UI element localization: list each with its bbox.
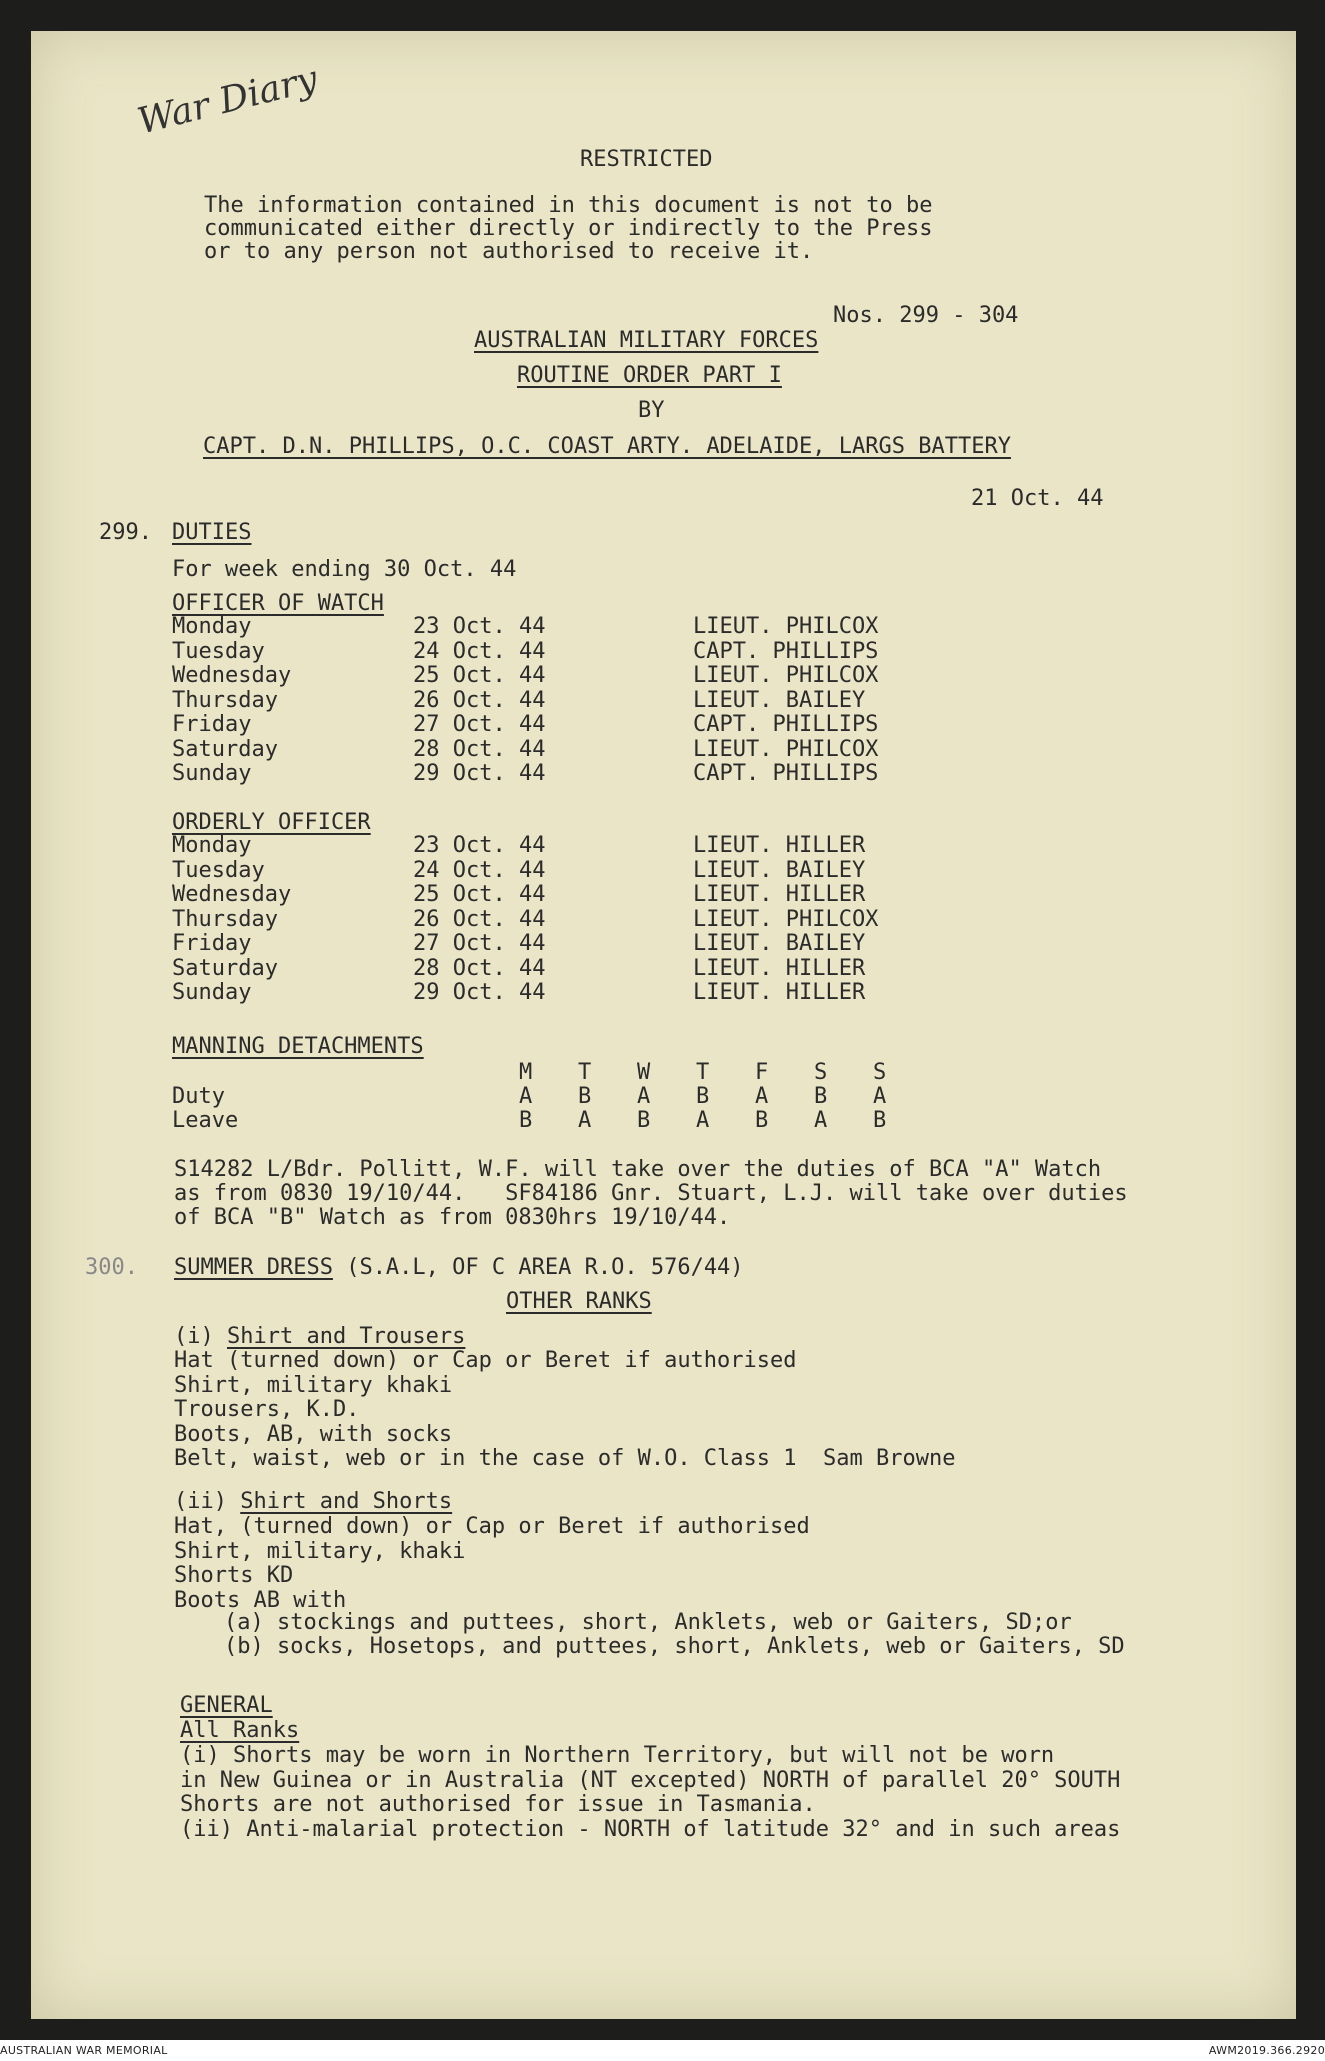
manning-row-label: Leave	[172, 1108, 239, 1133]
orderly-officer-heading: ORDERLY OFFICER	[172, 810, 371, 835]
watch-row-officer: LIEUT. BAILEY	[693, 687, 866, 713]
manning-cell: B	[755, 1108, 769, 1133]
general-line: (ii) Anti-malarial protection - NORTH of latitude 32° and in such areas	[180, 1816, 1121, 1842]
duty-notice-line-2: as from 0830 19/10/44. SF84186 Gnr. Stuart, L.J. will take over duties	[174, 1181, 1128, 1206]
part-ii-title: Shirt and Shorts	[240, 1489, 453, 1514]
notice-line-1: The information contained in this document is not to be	[204, 193, 933, 218]
part-ii-option: (b) socks, Hosetops, and puttees, short, Anklets, web or Gaiters, SD	[224, 1634, 1125, 1659]
orderly-row-officer: LIEUT. HILLER	[693, 882, 866, 907]
orderly-row-day: Wednesday	[172, 882, 292, 907]
watch-row-date: 24 Oct. 44	[413, 638, 546, 664]
watch-row-date: 25 Oct. 44	[413, 663, 546, 688]
part-ii-prefix: (ii)	[174, 1489, 241, 1514]
part-ii-option: (a) stockings and puttees, short, Anklets, web or Gaiters, SD;or	[224, 1610, 1072, 1635]
week-ending: For week ending 30 Oct. 44	[172, 557, 517, 582]
part-ii-line: Boots AB with	[174, 1587, 347, 1613]
manning-cell: A	[814, 1108, 828, 1133]
watch-row-day: Tuesday	[172, 638, 265, 664]
orderly-row-date: 25 Oct. 44	[413, 882, 546, 907]
manning-heading: MANNING DETACHMENTS	[172, 1034, 424, 1059]
manning-cell: B	[814, 1084, 828, 1109]
manning-cell: A	[696, 1108, 710, 1133]
orderly-row-officer: LIEUT. HILLER	[693, 833, 866, 858]
manning-day-header: S	[814, 1060, 828, 1085]
duty-notice-line-3: of BCA "B" Watch as from 0830hrs 19/10/44.	[174, 1205, 731, 1230]
section-number-299: 299.	[99, 520, 152, 545]
watch-row-date: 26 Oct. 44	[413, 687, 546, 713]
section-heading-duties: DUTIES	[172, 520, 252, 545]
watch-row-officer: LIEUT. PHILCOX	[693, 663, 879, 688]
manning-day-header: S	[873, 1060, 887, 1085]
watch-row-day: Saturday	[172, 736, 278, 762]
manning-cell: A	[637, 1084, 651, 1109]
manning-cell: B	[696, 1084, 710, 1109]
orderly-row-day: Monday	[172, 833, 252, 858]
orderly-row-officer: LIEUT. BAILEY	[693, 857, 866, 883]
manning-cell: A	[873, 1084, 887, 1109]
orderly-row-day: Thursday	[172, 906, 278, 932]
orderly-row-day: Saturday	[172, 955, 278, 981]
classification-label: RESTRICTED	[580, 147, 713, 172]
general-line: in New Guinea or in Australia (NT excepted) NORTH of parallel 20° SOUTH	[180, 1767, 1121, 1793]
notice-line-3: or to any person not authorised to receive it.	[204, 239, 814, 264]
manning-cell: A	[519, 1084, 533, 1109]
manning-day-header: F	[755, 1060, 769, 1085]
manning-day-header: T	[578, 1060, 592, 1085]
manning-row-label: Duty	[172, 1084, 225, 1109]
watch-row-date: 27 Oct. 44	[413, 712, 546, 737]
part-i-line: Hat (turned down) or Cap or Beret if authorised	[174, 1348, 797, 1373]
orderly-row-officer: LIEUT. BAILEY	[693, 931, 866, 956]
watch-row-day: Thursday	[172, 687, 278, 713]
title-routine-order: ROUTINE ORDER PART I	[517, 363, 782, 388]
watch-row-officer: CAPT. PHILLIPS	[693, 638, 879, 664]
orderly-row-day: Tuesday	[172, 857, 265, 883]
watch-row-date: 29 Oct. 44	[413, 761, 546, 786]
part-i-heading	[174, 1325, 465, 1349]
watch-row-officer: CAPT. PHILLIPS	[693, 761, 879, 786]
summer-dress-reference: (S.A.L, OF C AREA R.O. 576/44)	[332, 1255, 744, 1280]
watch-row-date: 28 Oct. 44	[413, 736, 546, 762]
orderly-row-officer: LIEUT. PHILCOX	[693, 906, 879, 932]
orderly-row-officer: LIEUT. HILLER	[693, 955, 866, 981]
all-ranks-heading: All Ranks	[180, 1718, 300, 1743]
manning-cell: B	[519, 1108, 533, 1133]
orderly-row-date: 23 Oct. 44	[413, 833, 546, 858]
part-ii-heading	[174, 1490, 452, 1514]
part-ii-line: Hat, (turned down) or Cap or Beret if authorised	[174, 1514, 810, 1539]
orderly-row-date: 28 Oct. 44	[413, 955, 546, 981]
manning-cell: A	[578, 1108, 592, 1133]
general-line: (i) Shorts may be worn in Northern Territory, but will not be worn	[180, 1743, 1055, 1768]
part-i-prefix: (i)	[174, 1324, 227, 1349]
manning-day-header: W	[637, 1060, 651, 1085]
order-date: 21 Oct. 44	[971, 486, 1104, 511]
watch-row-officer: LIEUT. PHILCOX	[693, 736, 879, 762]
footer-institution: AUSTRALIAN WAR MEMORIAL	[0, 2044, 168, 2057]
footer-reference: AWM2019.366.2920	[1208, 2044, 1325, 2057]
manning-day-header: T	[696, 1060, 710, 1085]
watch-row-officer: LIEUT. PHILCOX	[693, 614, 879, 639]
part-i-line: Belt, waist, web or in the case of W.O. Class 1 Sam Browne	[174, 1446, 956, 1471]
part-i-line: Shirt, military khaki	[174, 1372, 453, 1398]
watch-row-date: 23 Oct. 44	[413, 614, 546, 639]
watch-row-day: Monday	[172, 614, 252, 639]
manning-cell: B	[873, 1108, 887, 1133]
orderly-row-day: Friday	[172, 931, 252, 956]
general-line: Shorts are not authorised for issue in Tasmania.	[180, 1792, 816, 1817]
orderly-row-officer: LIEUT. HILLER	[693, 980, 866, 1005]
notice-line-2: communicated either directly or indirectly to the Press	[204, 216, 933, 241]
officer-of-watch-heading: OFFICER OF WATCH	[172, 591, 384, 616]
watch-row-officer: CAPT. PHILLIPS	[693, 712, 879, 737]
part-i-line: Trousers, K.D.	[174, 1397, 360, 1422]
section-heading-summer-dress: SUMMER DRESS	[174, 1255, 333, 1280]
title-by: BY	[638, 398, 665, 423]
orderly-row-date: 27 Oct. 44	[413, 931, 546, 956]
orderly-row-date: 24 Oct. 44	[413, 857, 546, 883]
watch-row-day: Friday	[172, 712, 252, 737]
general-heading: GENERAL	[180, 1693, 273, 1718]
watch-row-day: Wednesday	[172, 663, 292, 688]
watch-row-day: Sunday	[172, 761, 252, 786]
order-numbers: Nos. 299 - 304	[833, 303, 1019, 328]
orderly-row-date: 29 Oct. 44	[413, 980, 546, 1005]
manning-cell: B	[578, 1084, 592, 1109]
summer-dress-line	[174, 1256, 744, 1280]
manning-cell: A	[755, 1084, 769, 1109]
document-page	[31, 31, 1296, 2019]
handwritten-annotation: War Diary	[133, 58, 322, 143]
part-ii-line: Shirt, military, khaki	[174, 1538, 466, 1564]
other-ranks-heading: OTHER RANKS	[506, 1289, 652, 1314]
part-i-line: Boots, AB, with socks	[174, 1421, 453, 1447]
title-forces: AUSTRALIAN MILITARY FORCES	[474, 328, 819, 353]
manning-cell: B	[637, 1108, 651, 1133]
part-i-title: Shirt and Trousers	[226, 1324, 466, 1349]
orderly-row-date: 26 Oct. 44	[413, 906, 546, 932]
part-ii-line: Shorts KD	[174, 1563, 294, 1588]
section-number-300: 300.	[85, 1255, 138, 1280]
issuer-line: CAPT. D.N. PHILLIPS, O.C. COAST ARTY. ADELAIDE, LARGS BATTERY	[203, 434, 1011, 459]
orderly-row-day: Sunday	[172, 980, 252, 1005]
manning-day-header: M	[519, 1060, 533, 1085]
duty-notice-line-1: S14282 L/Bdr. Pollitt, W.F. will take over the duties of BCA "A" Watch	[174, 1157, 1102, 1182]
